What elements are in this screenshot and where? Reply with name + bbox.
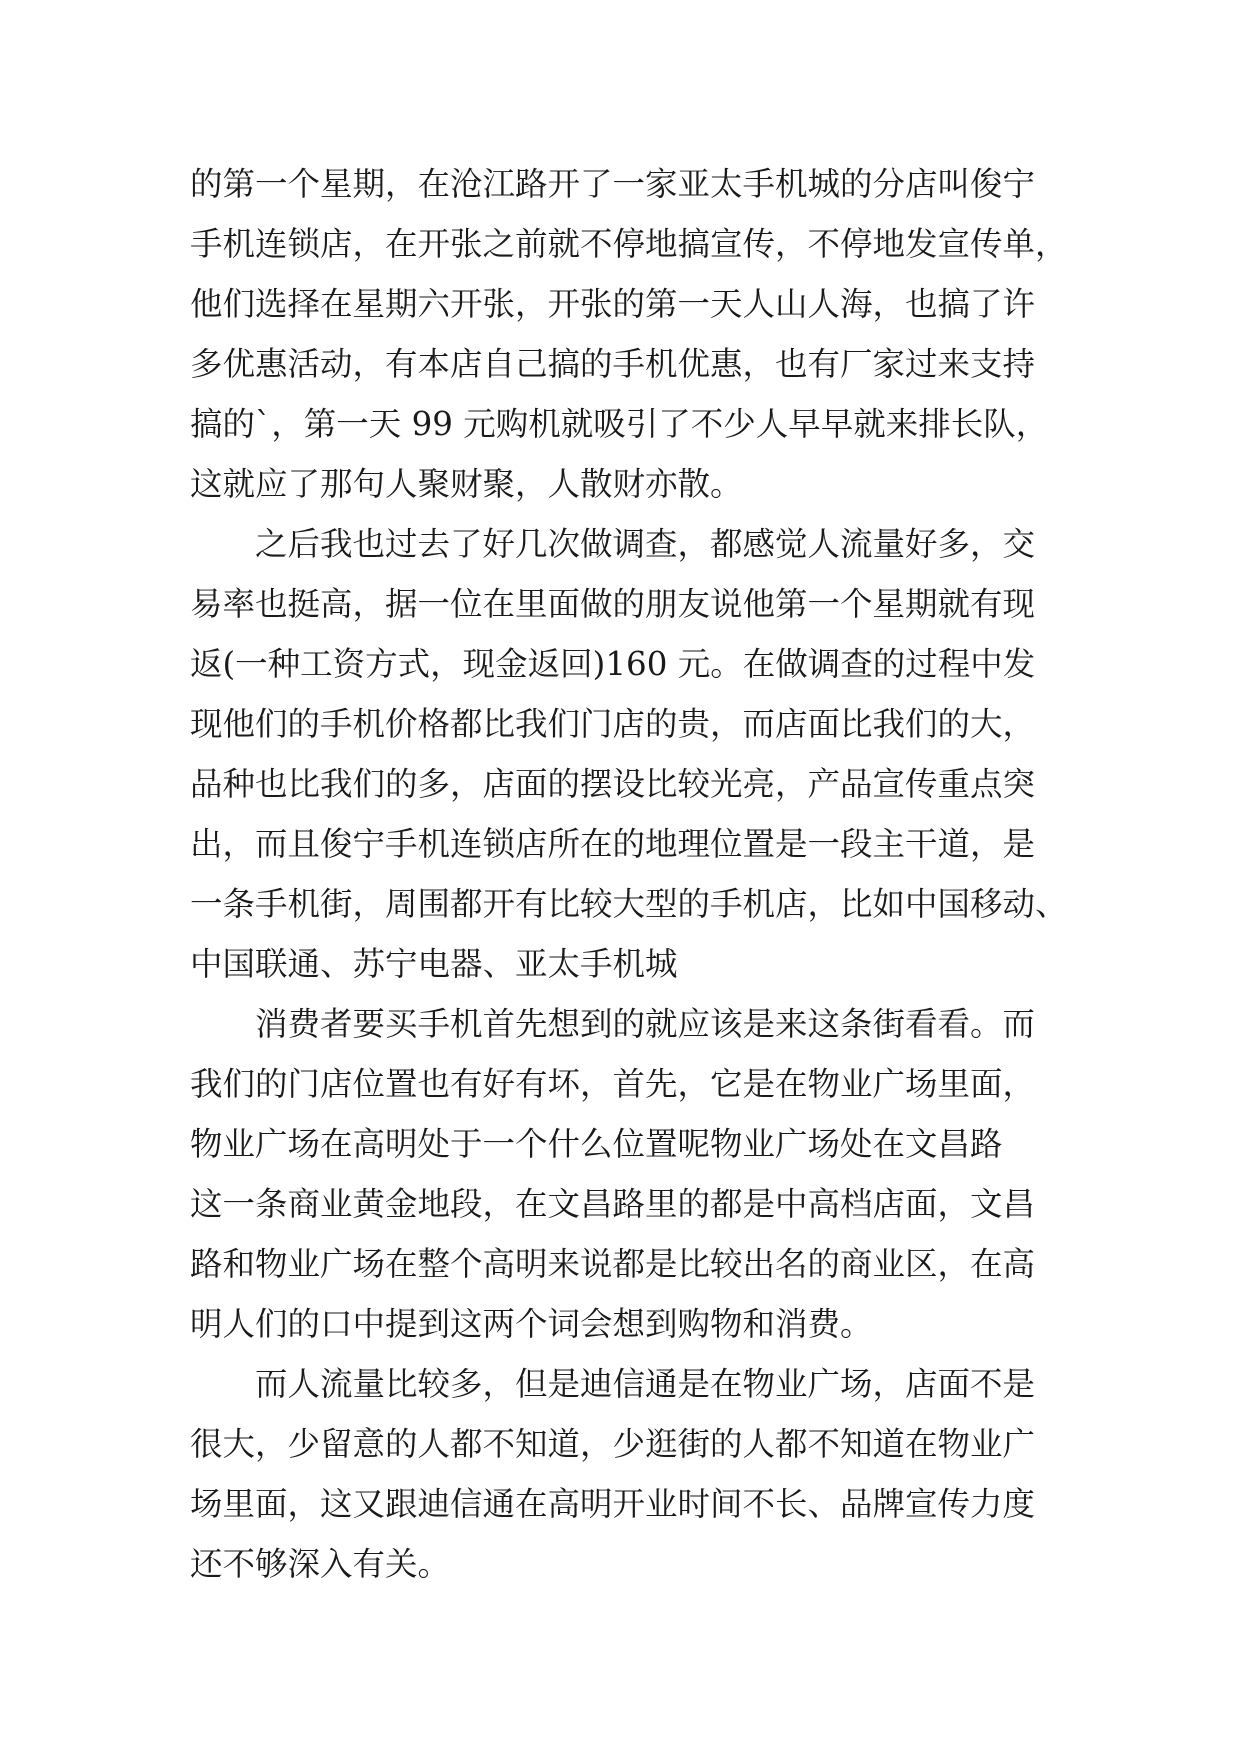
text-line: 出，而且俊宁手机连锁店所在的地理位置是一段主干道，是	[190, 825, 1036, 863]
text-line: 手机连锁店，在开张之前就不停地搞宣传，不停地发宣传单，	[190, 225, 1068, 263]
body-text	[190, 154, 1070, 1594]
text-line: 而人流量比较多，但是迪信通是在物业广场，店面不是	[255, 1365, 1036, 1403]
paragraph-4	[190, 1354, 1070, 1594]
paragraph-1	[190, 154, 1070, 514]
text-line: 中国联通、苏宁电器、亚太手机城	[190, 945, 678, 983]
text-line: 我们的门店位置也有好有坏，首先，它是在物业广场里面，	[190, 1065, 1036, 1103]
text-line: 他们选择在星期六开张，开张的第一天人山人海，也搞了许	[190, 285, 1036, 323]
text-line: 路和物业广场在整个高明来说都是比较出名的商业区，在高	[190, 1245, 1036, 1283]
text-line: 的第一个星期，在沧江路开了一家亚太手机城的分店叫俊宁	[190, 165, 1036, 203]
text-line: 易率也挺高，据一位在里面做的朋友说他第一个星期就有现	[190, 585, 1036, 623]
text-line: 这一条商业黄金地段，在文昌路里的都是中高档店面，文昌	[190, 1185, 1036, 1223]
text-line: 消费者要买手机首先想到的就应该是来这条街看看。而	[255, 1005, 1036, 1043]
text-line: 多优惠活动，有本店自己搞的手机优惠，也有厂家过来支持	[190, 345, 1036, 383]
text-line: 现他们的手机价格都比我们门店的贵，而店面比我们的大，	[190, 705, 1036, 743]
text-line: 之后我也过去了好几次做调查，都感觉人流量好多，交	[255, 525, 1036, 563]
paragraph-2	[190, 514, 1070, 994]
text-line: 搞的`，第一天 99 元购机就吸引了不少人早早就来排长队，	[190, 405, 1049, 443]
text-line: 明人们的口中提到这两个词会想到购物和消费。	[190, 1305, 873, 1343]
text-line: 物业广场在高明处于一个什么位置呢物业广场处在文昌路	[190, 1125, 1003, 1163]
text-line: 品种也比我们的多，店面的摆设比较光亮，产品宣传重点突	[190, 765, 1036, 803]
text-line: 场里面，这又跟迪信通在高明开业时间不长、品牌宣传力度	[190, 1485, 1036, 1523]
text-line: 一条手机街，周围都开有比较大型的手机店，比如中国移动、	[190, 885, 1068, 923]
paragraph-3	[190, 994, 1070, 1354]
text-line: 还不够深入有关。	[190, 1545, 451, 1583]
text-line: 很大，少留意的人都不知道，少逛街的人都不知道在物业广	[190, 1425, 1036, 1463]
text-line: 这就应了那句人聚财聚，人散财亦散。	[190, 465, 743, 503]
text-line: 返(一种工资方式，现金返回)160 元。在做调查的过程中发	[190, 645, 1036, 683]
